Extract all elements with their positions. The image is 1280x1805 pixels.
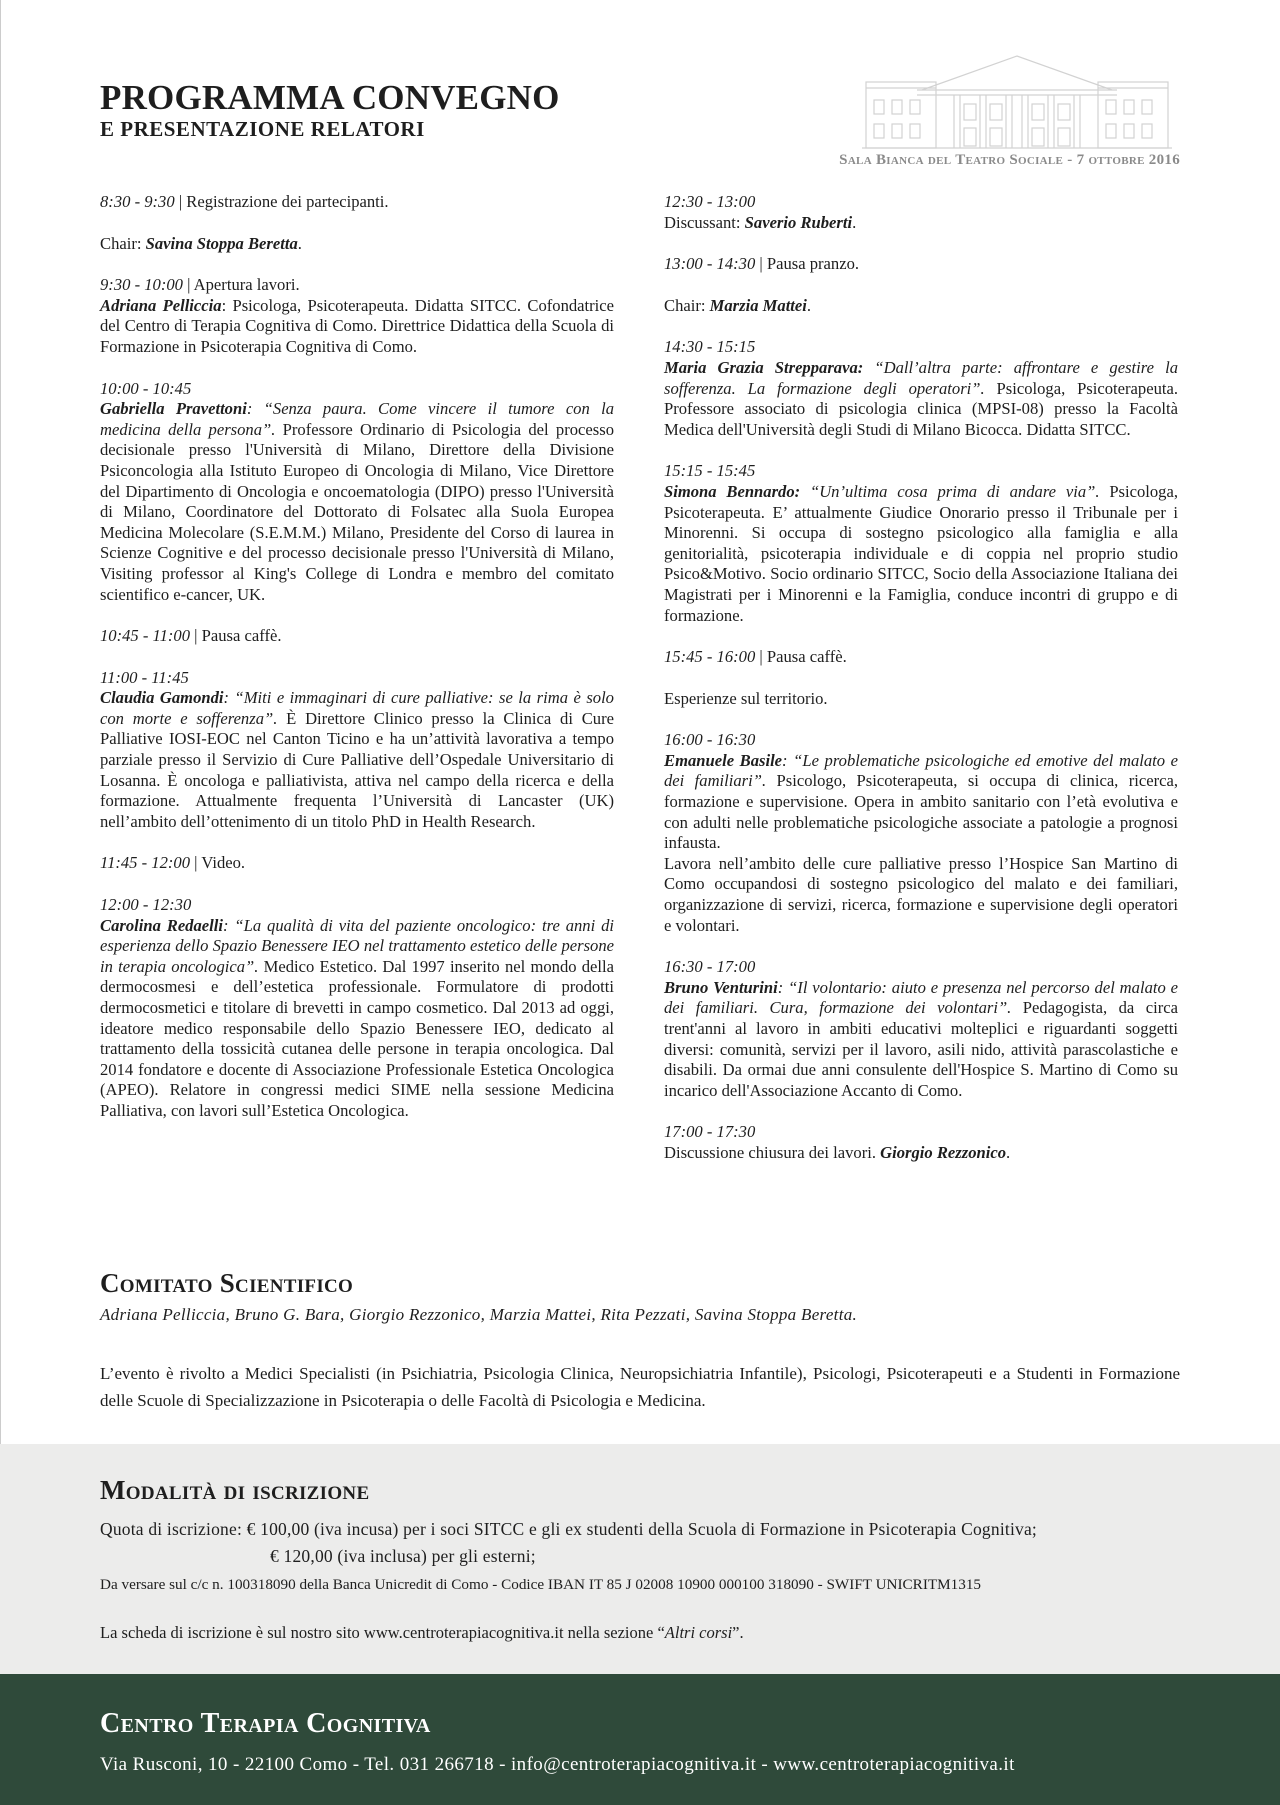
page-subtitle: E PRESENTAZIONE RELATORI — [100, 117, 425, 141]
talk-title: : “Senza paura. Come vincere il tumore con la medicina della persona”. — [100, 399, 614, 439]
session-time: 16:00 - 16:30 — [664, 730, 756, 750]
session-title: Registrazione dei partecipanti. — [186, 192, 389, 211]
talk-title: : “Il volontario: aiuto e presenza nel percorso del malato e dei familiari. Cura, formazione dei volontari”. — [664, 977, 1178, 1018]
session-time: 9:30 - 10:00 — [100, 275, 183, 295]
session-time: 10:45 - 11:00 — [100, 626, 191, 646]
punct: . — [852, 212, 857, 232]
separator: | — [182, 275, 194, 295]
program-item — [664, 1122, 1178, 1163]
role-label: Chair: — [664, 295, 710, 315]
program-item — [100, 626, 614, 647]
session-time: 14:30 - 15:15 — [664, 337, 756, 357]
program-column-right — [664, 192, 1178, 1185]
program-item — [664, 337, 1178, 440]
session-time: 12:30 - 13:00 — [664, 192, 756, 211]
program-item — [664, 647, 1178, 668]
program-item — [664, 461, 1178, 626]
chair-name: Marzia Mattei — [709, 295, 807, 315]
program-item — [100, 275, 614, 357]
section-label: Esperienze sul territorio. — [664, 688, 828, 708]
program-item — [100, 853, 614, 874]
talk-title: “Un’ultima cosa prima di andare via”. — [800, 481, 1100, 501]
venue-date: Sala Bianca del Teatro Sociale - 7 ottobre 2016 — [839, 152, 1180, 168]
program-item — [100, 379, 614, 606]
registration-section — [100, 1477, 1180, 1644]
punct: . — [1006, 1142, 1011, 1162]
talk-title: “Dall’altra parte: affrontare e gestire la sofferenza. La formazione degli operatori”. — [664, 357, 1179, 398]
talk-title: : “Miti e immaginari di cure palliative: se la rima è solo con morte e sofferenza”. — [100, 688, 614, 728]
speaker-bio: Psicologa, Psicoterapeuta. Professore associato di psicologia clinica (MPSI-08) presso la Facoltà Medica dell'Università degli Studi di Milano Bicocca. Didatta SITCC. — [664, 378, 1178, 439]
session-time: 10:00 - 10:45 — [100, 378, 192, 398]
session-time: 11:45 - 12:00 — [100, 853, 191, 873]
separator: | — [755, 647, 767, 667]
speaker-bio: È Direttore Clinico presso la Clinica di Cure Palliative IOSI-EOC nel Canton Ticino e ha un’attività lavorativa a tempo parziale presso il Servizio di Cure Palliative dell’Ospedale Universitario di Losanna. È oncologa e palliativista, attiva nel campo della ricerca e della formazione. Attualmente frequenta l’Università di Lancaster (UK) nell’ambito dell’ottenimento di un titolo PhD in Health Research. — [100, 708, 614, 831]
session-title: Pausa caffè. — [766, 647, 847, 667]
registration-title: Modalità di iscrizione — [100, 1475, 370, 1505]
session-title: Discussione chiusura dei lavori. — [664, 1142, 881, 1162]
speaker-name: Carolina Redaelli — [100, 915, 223, 935]
program-item — [664, 689, 1178, 710]
session-time: 11:00 - 11:45 — [100, 667, 189, 687]
note-text: La scheda di iscrizione è sul nostro sito www.centroterapiacognitiva.it nella sezione “ — [100, 1623, 665, 1642]
punct: . — [297, 233, 302, 253]
fee-members: Quota di iscrizione: € 100,00 (iva incusa) per i soci SITCC e gli ex studenti della Scuola di Formazione in Psicoterapia Cognitiva; — [100, 1519, 1037, 1539]
speaker-bio: Pedagogista, da circa trent'anni al lavoro in ambiti educativi molteplici e riguardanti soggetti diversi: comunità, servizi per il lavoro, asili nido, attività parascolastiche e disabili. Da ormai due anni consulente dell'Hospice S. Martino di Como su incarico dell'Associazione Accanto di Como. — [664, 998, 1178, 1100]
program-item — [664, 192, 1178, 233]
session-title: Pausa pranzo. — [766, 254, 860, 274]
target-audience: L’evento è rivolto a Medici Specialisti (in Psichiatria, Psicologia Clinica, Neuropsichiatria Infantile), Psicologi, Psicoterapeuti e a Studenti in Formazione delle Scuole di Specializzazione in Psicoterapia o delle Facoltà di Psicologia e Medicina. — [100, 1364, 1180, 1410]
role-label: Discussant: — [664, 212, 745, 232]
program-item — [664, 957, 1178, 1101]
committee-members: Adriana Pelliccia, Bruno G. Bara, Giorgio Rezzonico, Marzia Mattei, Rita Pezzati, Savina Stoppa Beretta. — [100, 1305, 858, 1324]
punct: . — [806, 295, 812, 315]
speaker-name: Emanuele Basile — [664, 750, 783, 770]
program-item — [100, 192, 614, 213]
talk-title: : “Le problematiche psicologiche ed emotive del malato e dei familiari”. — [664, 750, 1178, 791]
session-title: Apertura lavori. — [193, 275, 300, 295]
separator: | — [174, 192, 187, 211]
footer — [0, 1674, 1280, 1805]
fee-external: € 120,00 (iva inclusa) per gli esterni; — [270, 1546, 536, 1566]
speaker-name: Giorgio Rezzonico — [880, 1142, 1006, 1162]
note-end: ”. — [732, 1623, 744, 1642]
speaker-bio: Medico Estetico. Dal 1997 inserito nel mondo della dermocosmesi e dell’estetica professionale. Formulatore di prodotti dermocosmetici e titolare di brevetti in campo cosmetico. Dal 2013 ad oggi, ideatore medico responsabile dello Spazio Benessere IEO, dedicato al trattamento della tossicità cutanea delle persone in terapia oncologica. Dal 2014 fondatore e docente di Associazione Professionale Estetica Oncologica (APEO). Relatore in congressi medici SIME nella sessione Medicina Palliativa, con lavori sull’Estetica Oncologica. — [100, 956, 615, 1120]
program-item — [100, 895, 614, 1122]
speaker-name: Adriana Pelliccia — [100, 295, 222, 315]
role-label: Chair: — [100, 233, 146, 253]
speaker-bio: : Psicologa, Psicoterapeuta. Didatta SITCC. Cofondatrice del Centro di Terapia Cognitiva di Como. Direttrice Didattica della Scuola di Formazione in Psicoterapia Cognitiva di Como. — [100, 295, 615, 356]
session-title: Pausa caffè. — [201, 626, 282, 646]
registration-note — [100, 1622, 1180, 1644]
separator: | — [190, 853, 202, 873]
session-time: 13:00 - 14:30 — [664, 254, 756, 274]
speaker-name: Simona Bennardo: — [664, 481, 801, 501]
speaker-bio: Professore Ordinario di Psicologia del processo decisionale presso l'Università di Milano, Direttore della Divisione Psiconcologia alla Istituto Europeo di Oncologia di Milano, Vice Direttore del Dipartimento di Oncologia e oncoematologia (DIPO) presso l'Università di Milano, Coordinatore del Dottorato di Folsatec alla Suola Europea Medicina Molecolare (S.E.M.M.) Milano, Presidente del Corso di laurea in Scienze Cognitive e del processo decisionale presso l'Università di Milano, Visiting professor al King's College di Londra e membro del comitato scientifico e-cancer, UK. — [100, 419, 614, 604]
program-item — [664, 730, 1178, 936]
speaker-bio-continued: Lavora nell’ambito delle cure palliative presso l’Hospice San Martino di Como occupandosi di sostegno psicologico del malato e dei familiari, organizzazione di servizi, ricerca, formazione e supervisione degli operatori e volontari. — [664, 853, 1178, 935]
speaker-name: Claudia Gamondi — [100, 688, 224, 708]
speaker-name: Maria Grazia Strepparava: — [664, 357, 864, 377]
program-column-left — [100, 192, 614, 1143]
separator: | — [190, 626, 202, 646]
theatre-building-icon — [862, 52, 1172, 152]
program-item — [100, 234, 614, 255]
speaker-name: Gabriella Pravettoni — [100, 399, 247, 419]
chair-name: Savina Stoppa Beretta — [145, 233, 298, 253]
speaker-name: Bruno Venturini — [664, 977, 778, 997]
discussant-name: Saverio Ruberti — [744, 212, 853, 232]
bank-details: Da versare sul c/c n. 100318090 della Banca Unicredit di Como - Codice IBAN IT 85 J 02008 10900 000100 318090 - SWIFT UNICRITM1315 — [100, 1576, 982, 1593]
page-title: PROGRAMMA CONVEGNO — [100, 78, 560, 117]
contact-info: Via Rusconi, 10 - 22100 Como - Tel. 031 266718 - info@centroterapiacognitiva.it - www.centroterapiacognitiva.it — [100, 1754, 1015, 1775]
separator: | — [755, 254, 767, 274]
session-time: 17:00 - 17:30 — [664, 1122, 756, 1142]
committee-title: Comitato Scientifico — [100, 1268, 354, 1298]
session-title: Video. — [201, 853, 246, 873]
scientific-committee — [100, 1270, 1180, 1325]
talk-title: : “La qualità di vita del paziente oncologico: tre anni di esperienza dello Spazio Benessere IEO nel trattamento estetico delle persone in terapia oncologica”. — [100, 915, 614, 976]
organization-name: Centro Terapia Cognitiva — [100, 1708, 431, 1739]
session-time: 15:45 - 16:00 — [664, 647, 756, 667]
session-time: 12:00 - 12:30 — [100, 895, 192, 915]
section-link[interactable]: Altri corsi — [664, 1623, 733, 1642]
program-item — [664, 296, 1178, 317]
program-item — [100, 668, 614, 833]
session-time: 16:30 - 17:00 — [664, 957, 756, 977]
program-item — [664, 254, 1178, 275]
session-time: 15:15 - 15:45 — [664, 461, 756, 481]
speaker-bio: Psicologa, Psicoterapeuta. E’ attualmente Giudice Onorario presso il Tribunale per i Minorenni. Si occupa di sostegno psicologico alla famiglia e alla genitorialità, psicoterapia individuale e di coppia nel proprio studio Psico&Motivo. Socio ordinario SITCC, Socio della Associazione Italiana dei Magistrati per i Minorenni e la Famiglia, conduce incontri di gruppo e di formazione. — [664, 481, 1178, 625]
speaker-bio: Psicologo, Psicoterapeuta, si occupa di clinica, ricerca, formazione e supervisione. Opera in ambito sanitario con l’età evolutiva e con adulti nelle problematiche psicologiche associate a patologie a prognosi infausta. — [664, 771, 1178, 853]
session-time: 8:30 - 9:30 — [100, 192, 175, 211]
